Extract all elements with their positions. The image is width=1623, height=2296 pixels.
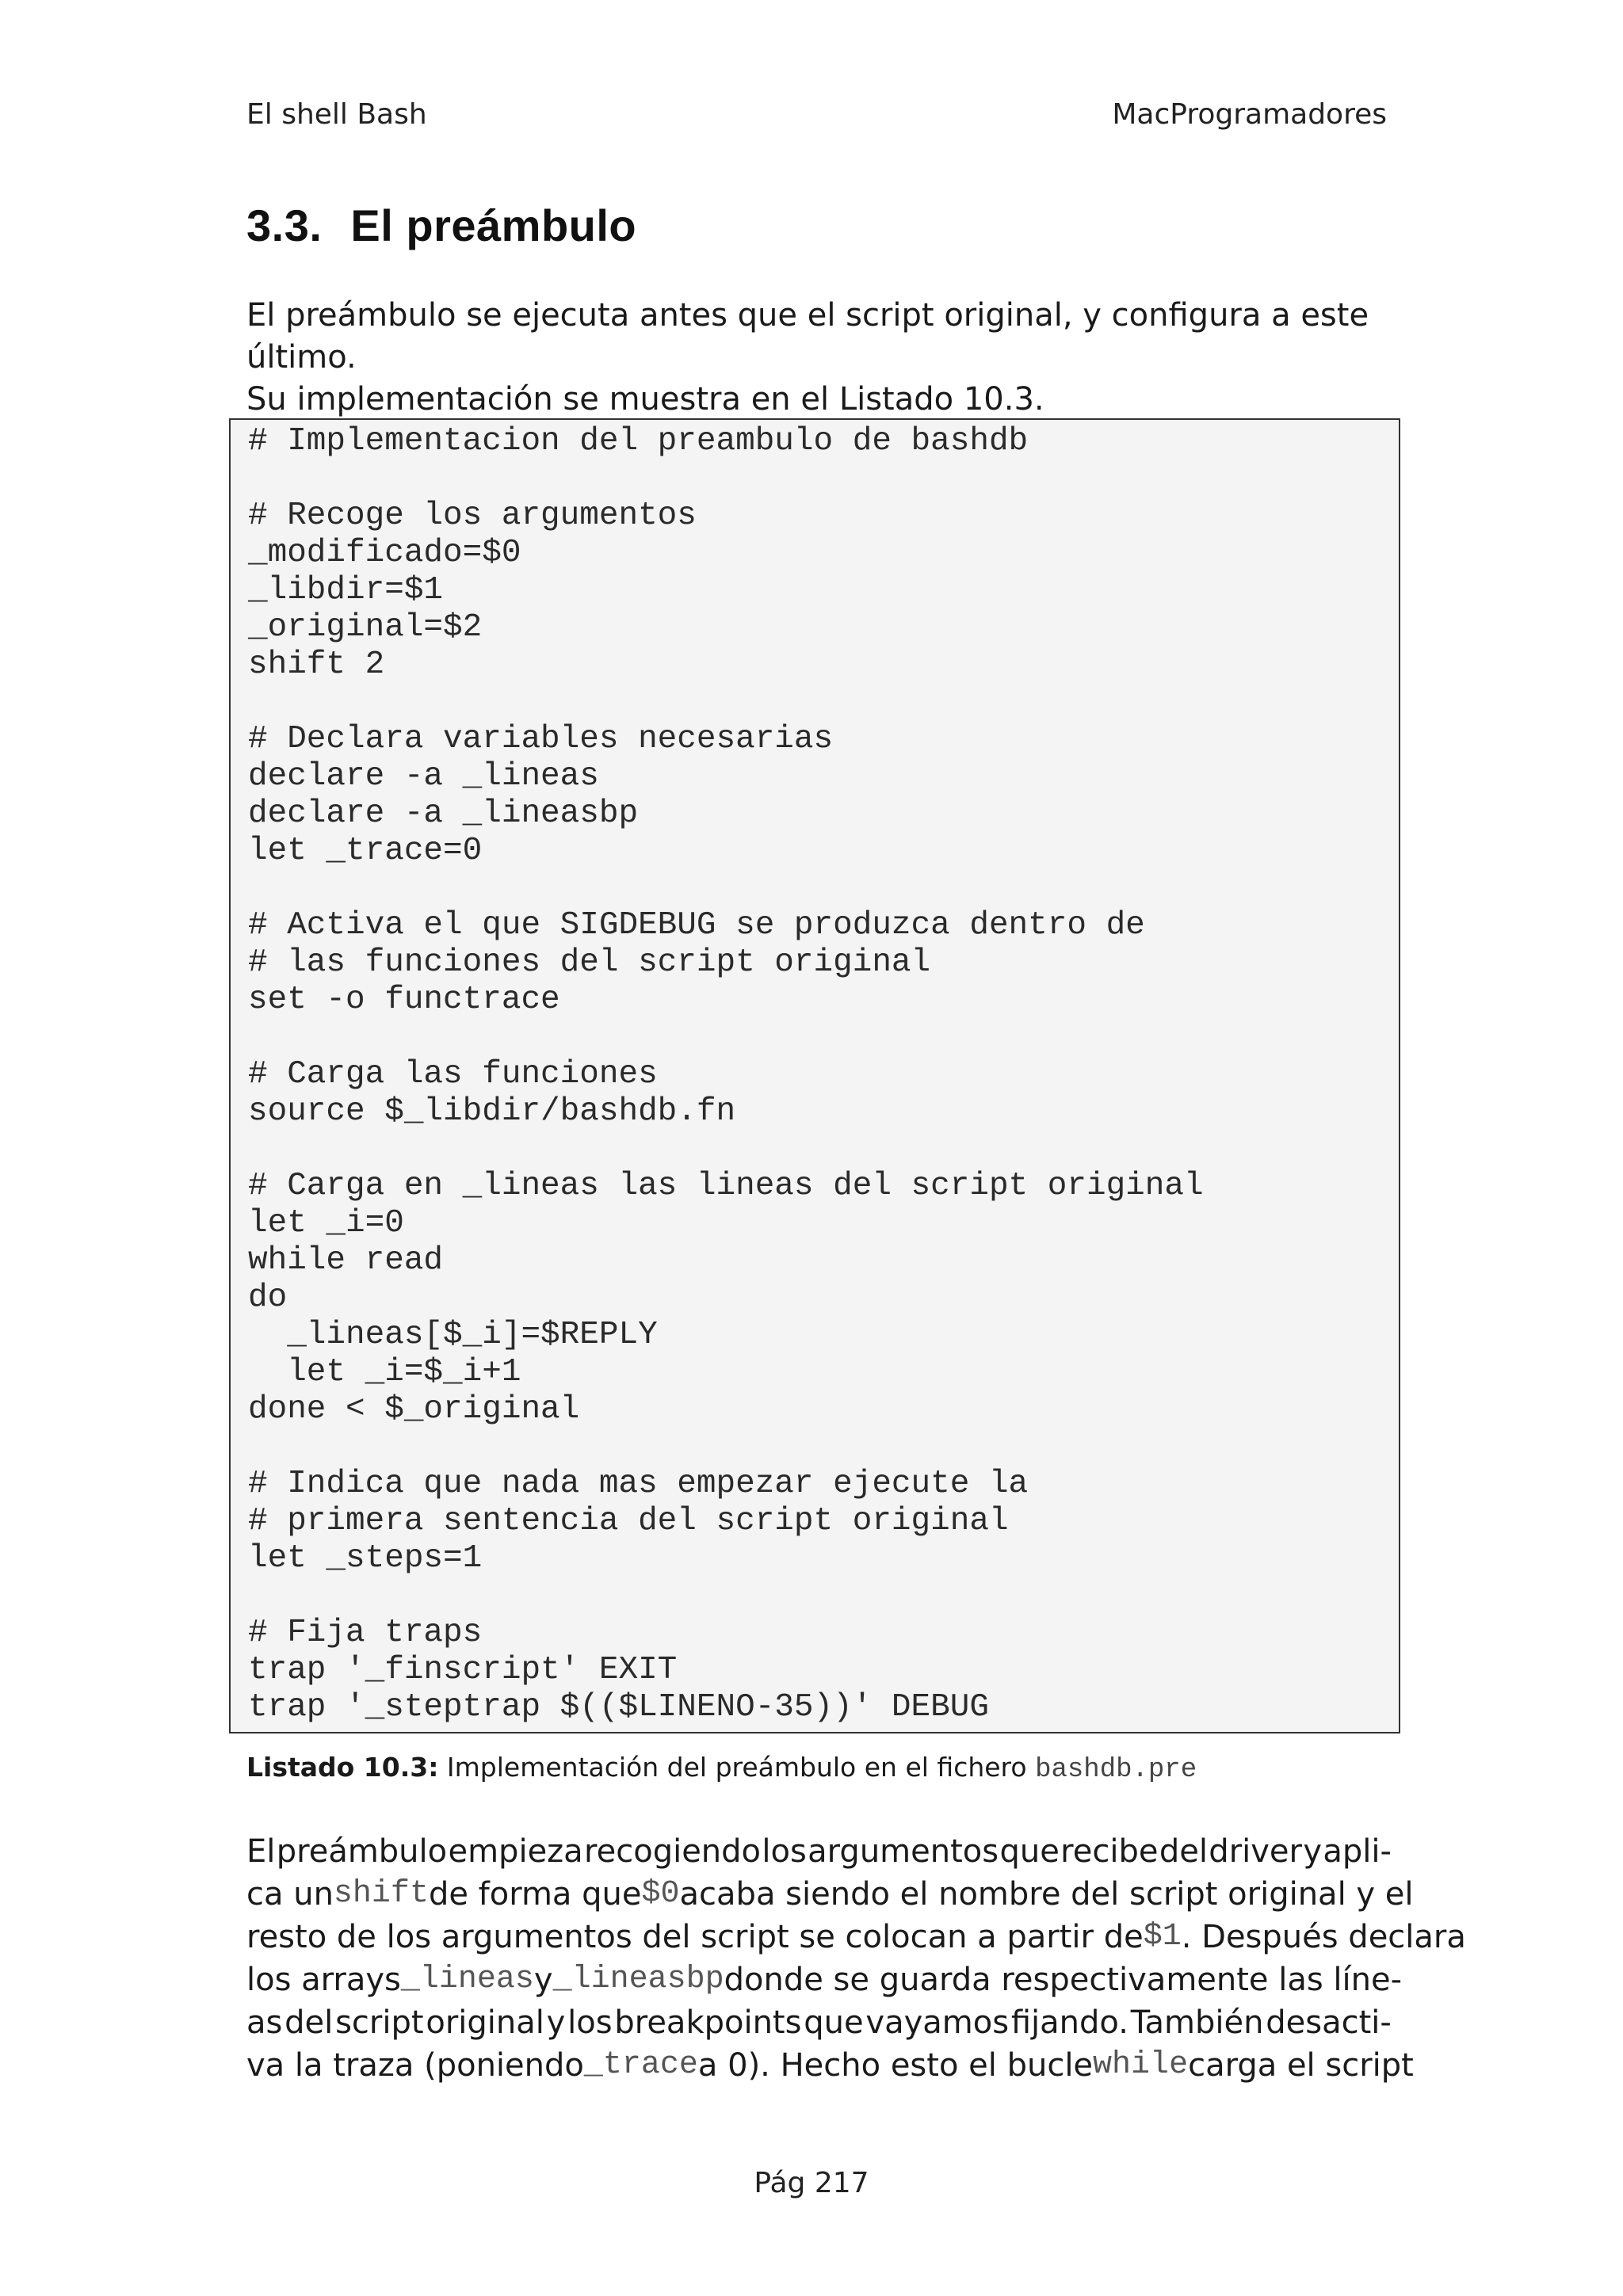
code-line: # primera sentencia del script original bbox=[248, 1503, 1009, 1539]
code-line: # Declara variables necesarias bbox=[248, 721, 834, 757]
body-word: desacti- bbox=[1266, 2004, 1392, 2041]
body-word: original bbox=[426, 2004, 544, 2041]
body-text: los arrays bbox=[246, 1962, 401, 1998]
body-word: recogiendo bbox=[584, 1833, 762, 1870]
body-text: donde se guarda respectivamente las líne- bbox=[724, 1962, 1403, 1998]
body-word: recibe bbox=[1060, 1833, 1159, 1870]
code-line: done < $_original bbox=[248, 1391, 580, 1428]
body-text: va la traza (poniendo bbox=[246, 2047, 584, 2084]
code-line: # Carga en _lineas las lineas del script original bbox=[248, 1168, 1204, 1204]
code-line: while read bbox=[248, 1242, 444, 1279]
body-word: argumentos bbox=[808, 1833, 999, 1870]
body-word: y bbox=[1303, 1833, 1323, 1870]
listing-caption bbox=[246, 1749, 1197, 1788]
code-line: # Activa el que SIGDEBUG se produzca dentro de bbox=[248, 907, 1145, 944]
body-word: script bbox=[335, 2004, 424, 2041]
body-text-line bbox=[246, 2001, 1392, 2044]
code-line: trap '_steptrap $(($LINENO-35))' DEBUG bbox=[248, 1689, 989, 1726]
body-text-line bbox=[246, 1958, 1403, 2001]
inline-code: $0 bbox=[641, 1876, 680, 1912]
inline-code: _trace bbox=[583, 2047, 698, 2083]
code-line: _libdir=$1 bbox=[248, 572, 444, 608]
caption-label: Listado 10.3: bbox=[246, 1752, 439, 1783]
body-word: que bbox=[999, 1833, 1060, 1870]
code-listing bbox=[229, 418, 1400, 1733]
body-text-line bbox=[246, 1873, 1414, 1916]
body-word: También bbox=[1130, 2004, 1264, 2041]
inline-code: $1 bbox=[1143, 1919, 1182, 1955]
code-line: do bbox=[248, 1280, 288, 1316]
code-line: _modificado=$0 bbox=[248, 535, 521, 571]
body-word: empieza bbox=[448, 1833, 583, 1870]
body-text-line bbox=[246, 2044, 1414, 2087]
body-word: preámbulo bbox=[276, 1833, 448, 1870]
section-title-text: El preámbulo bbox=[350, 200, 637, 250]
body-word: que bbox=[804, 2004, 864, 2041]
page-number: Pág 217 bbox=[754, 2167, 869, 2199]
code-line: source $_libdir/bashdb.fn bbox=[248, 1093, 736, 1130]
body-text: acaba siendo el nombre del script original y el bbox=[679, 1876, 1414, 1913]
code-line: shift 2 bbox=[248, 646, 385, 683]
code-line: declare -a _lineas bbox=[248, 758, 599, 795]
code-line: declare -a _lineasbp bbox=[248, 795, 639, 832]
body-text: de forma que bbox=[428, 1876, 642, 1913]
inline-code: while bbox=[1093, 2047, 1189, 2083]
code-line: trap '_finscript' EXIT bbox=[248, 1652, 678, 1688]
body-word: El bbox=[246, 1833, 276, 1870]
body-word: del bbox=[1159, 1833, 1208, 1870]
code-line: let _i=0 bbox=[248, 1205, 404, 1241]
code-line: # Fija traps bbox=[248, 1615, 483, 1651]
body-text: ca un bbox=[246, 1876, 334, 1913]
body-word: fijando. bbox=[1010, 2004, 1128, 2041]
body-word: los bbox=[762, 1833, 807, 1870]
intro-line: El preámbulo se ejecuta antes que el script original, y configura a este último. bbox=[246, 297, 1369, 376]
code-line: # las funciones del script original bbox=[248, 944, 931, 981]
body-text: resto de los argumentos del script se colocan a partir de bbox=[246, 1919, 1144, 1955]
body-word: del bbox=[285, 2004, 334, 2041]
body-word: vayamos bbox=[865, 2004, 1010, 2041]
body-text: . Después declara bbox=[1181, 1919, 1466, 1955]
running-header-right: MacProgramadores bbox=[1112, 98, 1387, 131]
body-word: driver bbox=[1209, 1833, 1302, 1870]
section-number: 3.3. bbox=[246, 200, 323, 250]
inline-code: _lineas bbox=[400, 1962, 534, 1997]
body-word: y bbox=[546, 2004, 566, 2041]
code-line: let _i=$_i+1 bbox=[248, 1354, 521, 1390]
intro-line: Su implementación se muestra en el Listado 10.3. bbox=[246, 381, 1044, 418]
body-text: a 0). Hecho esto el bucle bbox=[697, 2047, 1094, 2084]
body-text-line bbox=[246, 1916, 1466, 1958]
code-line: set -o functrace bbox=[248, 982, 560, 1018]
body-text-line bbox=[246, 1830, 1392, 1873]
inline-code: shift bbox=[333, 1876, 429, 1912]
body-word: los bbox=[567, 2004, 613, 2041]
code-line: _lineas[$_i]=$REPLY bbox=[248, 1317, 658, 1353]
code-line: # Indica que nada mas empezar ejecute la bbox=[248, 1466, 1029, 1502]
caption-filename: bashdb.pre bbox=[1035, 1755, 1197, 1785]
code-line: let _steps=1 bbox=[248, 1540, 483, 1577]
code-line: # Recoge los argumentos bbox=[248, 498, 697, 534]
body-word: apli- bbox=[1323, 1833, 1392, 1870]
body-text: y bbox=[533, 1962, 553, 1998]
body-word: as bbox=[246, 2004, 283, 2041]
intro-paragraph bbox=[246, 295, 1392, 421]
code-line: _original=$2 bbox=[248, 609, 483, 646]
code-line: # Carga las funciones bbox=[248, 1056, 658, 1093]
body-text: carga el script bbox=[1188, 2047, 1414, 2084]
section-heading bbox=[246, 198, 636, 254]
body-word: breakpoints bbox=[614, 2004, 802, 2041]
caption-text: Implementación del preámbulo en el fichero bbox=[438, 1752, 1036, 1783]
inline-code: _lineasbp bbox=[552, 1962, 724, 1997]
code-line: # Implementacion del preambulo de bashdb bbox=[248, 423, 1029, 460]
running-header-left: El shell Bash bbox=[246, 98, 427, 131]
code-line: let _trace=0 bbox=[248, 833, 483, 869]
